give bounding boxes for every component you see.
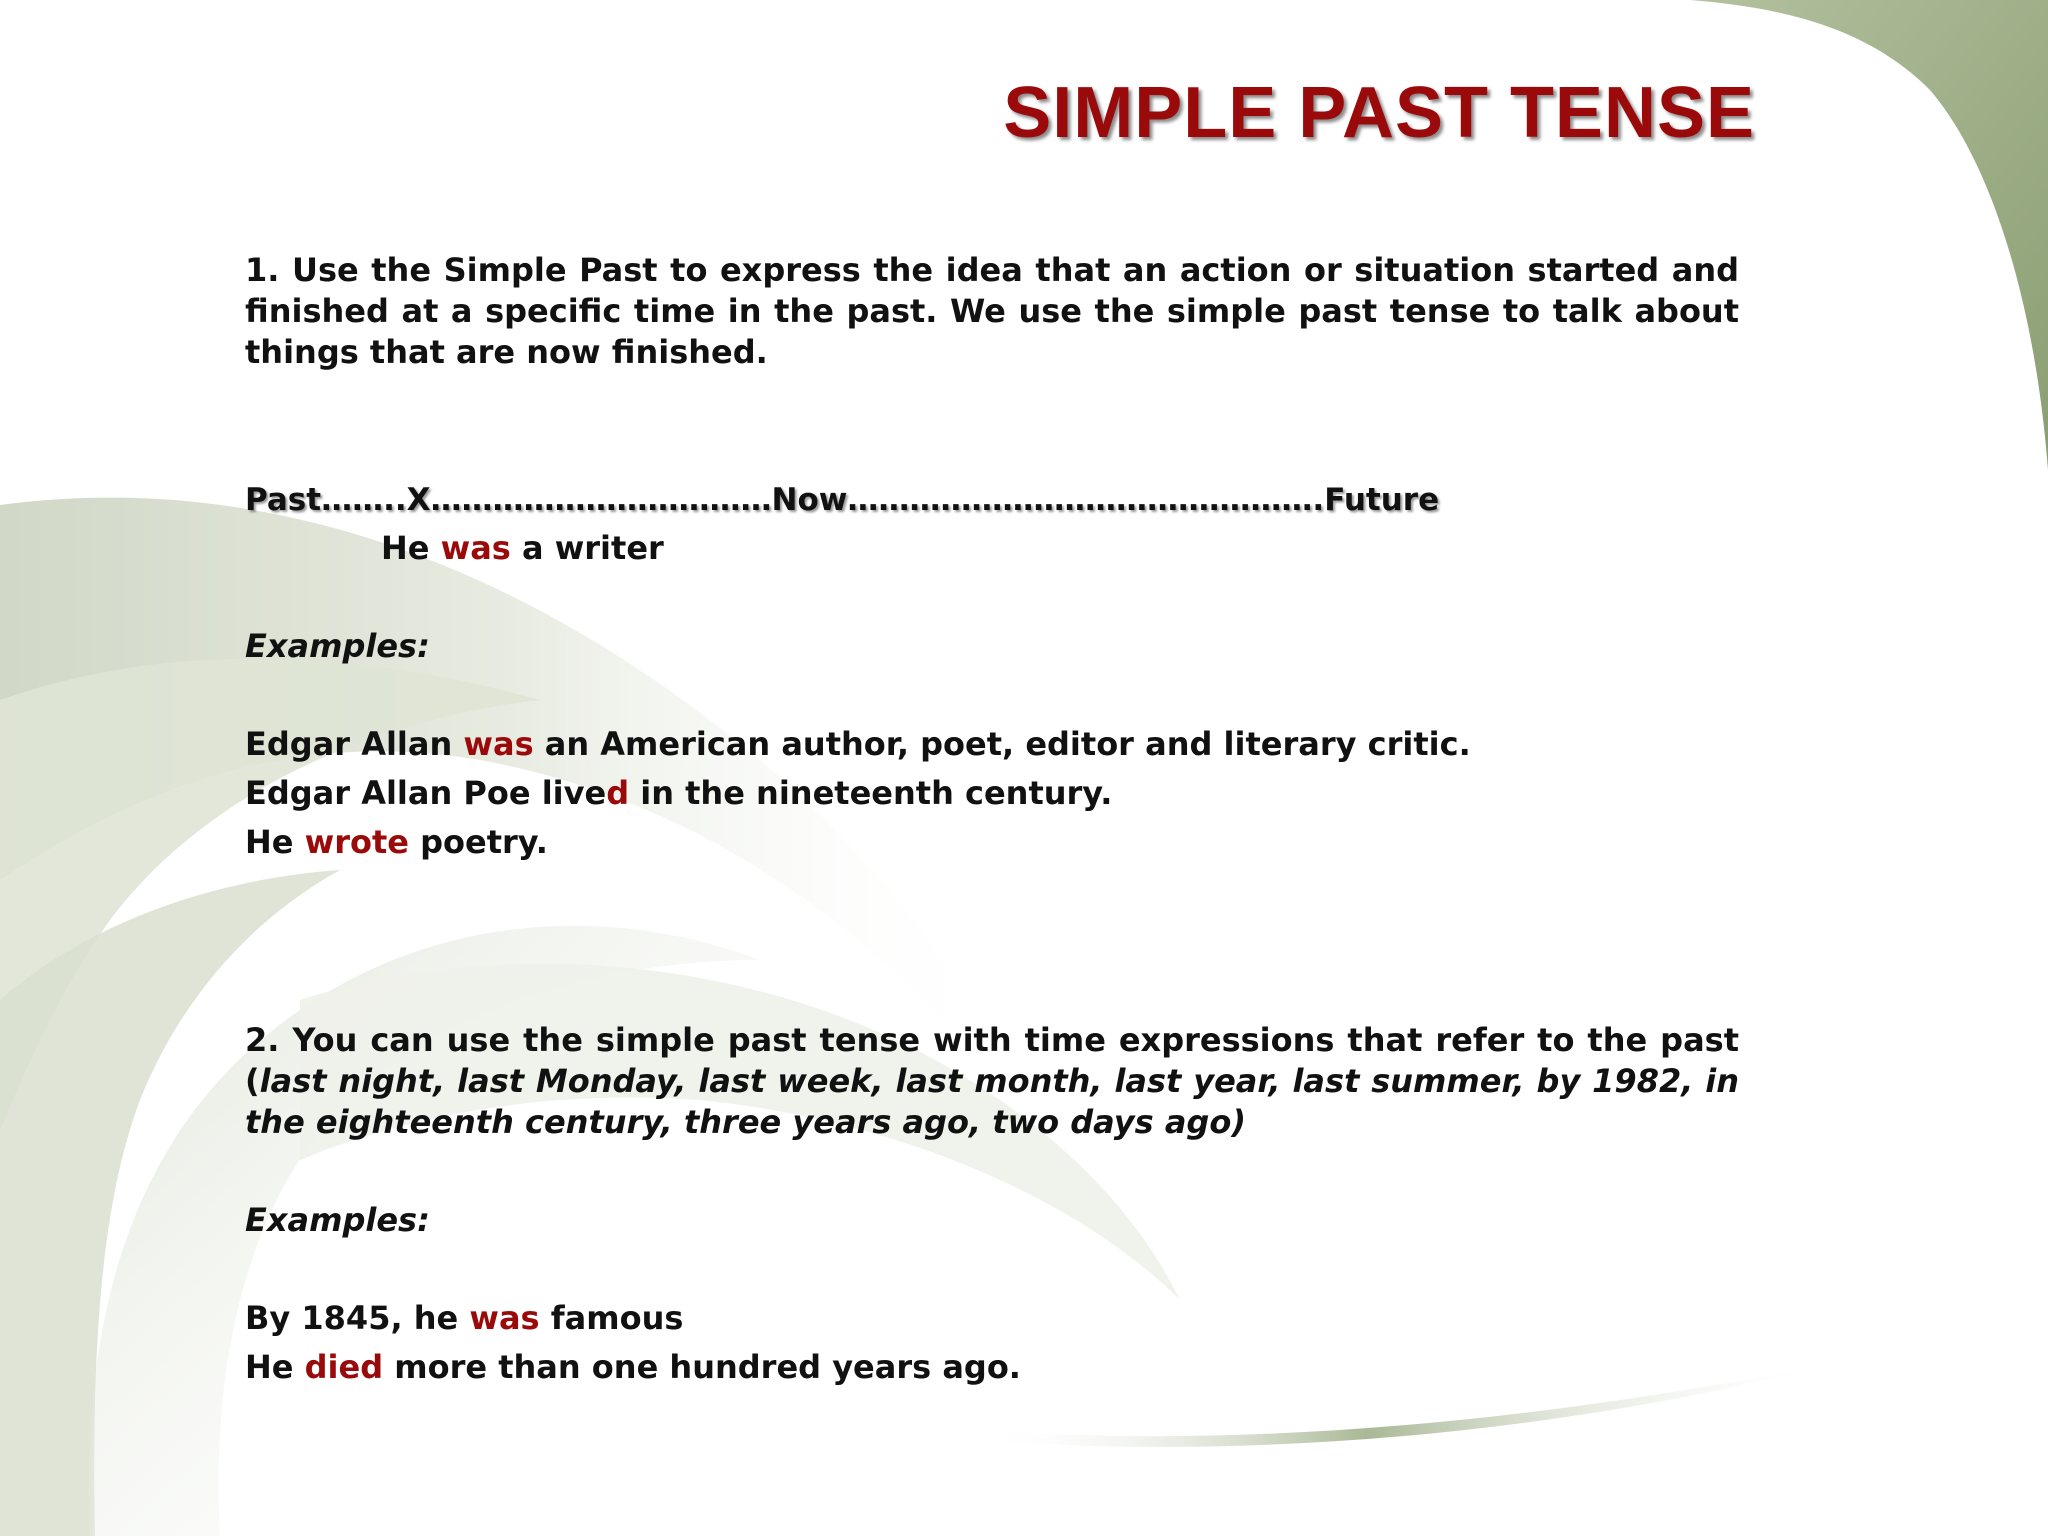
example-verb: wrote — [304, 823, 409, 861]
rule-2-time-expressions: last night, last Monday, last week, last month, last year, last summer, by 1982, in the eighteenth century, three years ago, two days ago) — [245, 1062, 1739, 1141]
example-sentence — [245, 822, 548, 863]
example-sentence — [245, 1347, 1021, 1388]
example-pre: By 1845, he — [245, 1299, 470, 1337]
example-verb: was — [469, 1299, 540, 1337]
example-pre: Edgar Allan Poe live — [245, 774, 607, 812]
timeline-caption — [381, 528, 664, 569]
slide-title: SIMPLE PAST TENSE — [1003, 73, 1755, 153]
rule-2-text: 2. You can use the simple past tense with time expressions that refer to the past ( — [245, 1021, 1739, 1100]
examples-heading-2: Examples: — [245, 1201, 430, 1239]
example-verb: d — [606, 774, 630, 812]
example-sentence — [245, 1298, 683, 1339]
rule-2-paragraph — [245, 1020, 1739, 1143]
example-post: in the nineteenth century. — [629, 774, 1113, 812]
bottom-swoosh — [980, 1362, 1840, 1447]
examples-heading-1: Examples: — [245, 627, 430, 665]
example-post: an American author, poet, editor and literary critic. — [533, 725, 1471, 763]
example-verb: died — [304, 1348, 384, 1386]
caption-pre: He — [381, 529, 441, 567]
example-sentence — [245, 773, 1112, 814]
example-post: poetry. — [408, 823, 548, 861]
timeline: Past……..X……………………………Now……………………………………….Future — [245, 482, 1440, 518]
caption-post: a writer — [510, 529, 664, 567]
example-pre: Edgar Allan — [245, 725, 464, 763]
caption-verb: was — [440, 529, 511, 567]
rule-1-paragraph: 1. Use the Simple Past to express the idea that an action or situation started and finished at a specific time in the past. We use the simple past tense to talk about things that are now finished. — [245, 251, 1739, 371]
example-verb: was — [463, 725, 534, 763]
example-post: famous — [539, 1299, 684, 1337]
corner-swoosh — [1690, 0, 2048, 470]
example-pre: He — [245, 1348, 305, 1386]
example-pre: He — [245, 823, 305, 861]
example-sentence — [245, 724, 1471, 765]
example-post: more than one hundred years ago. — [383, 1348, 1021, 1386]
